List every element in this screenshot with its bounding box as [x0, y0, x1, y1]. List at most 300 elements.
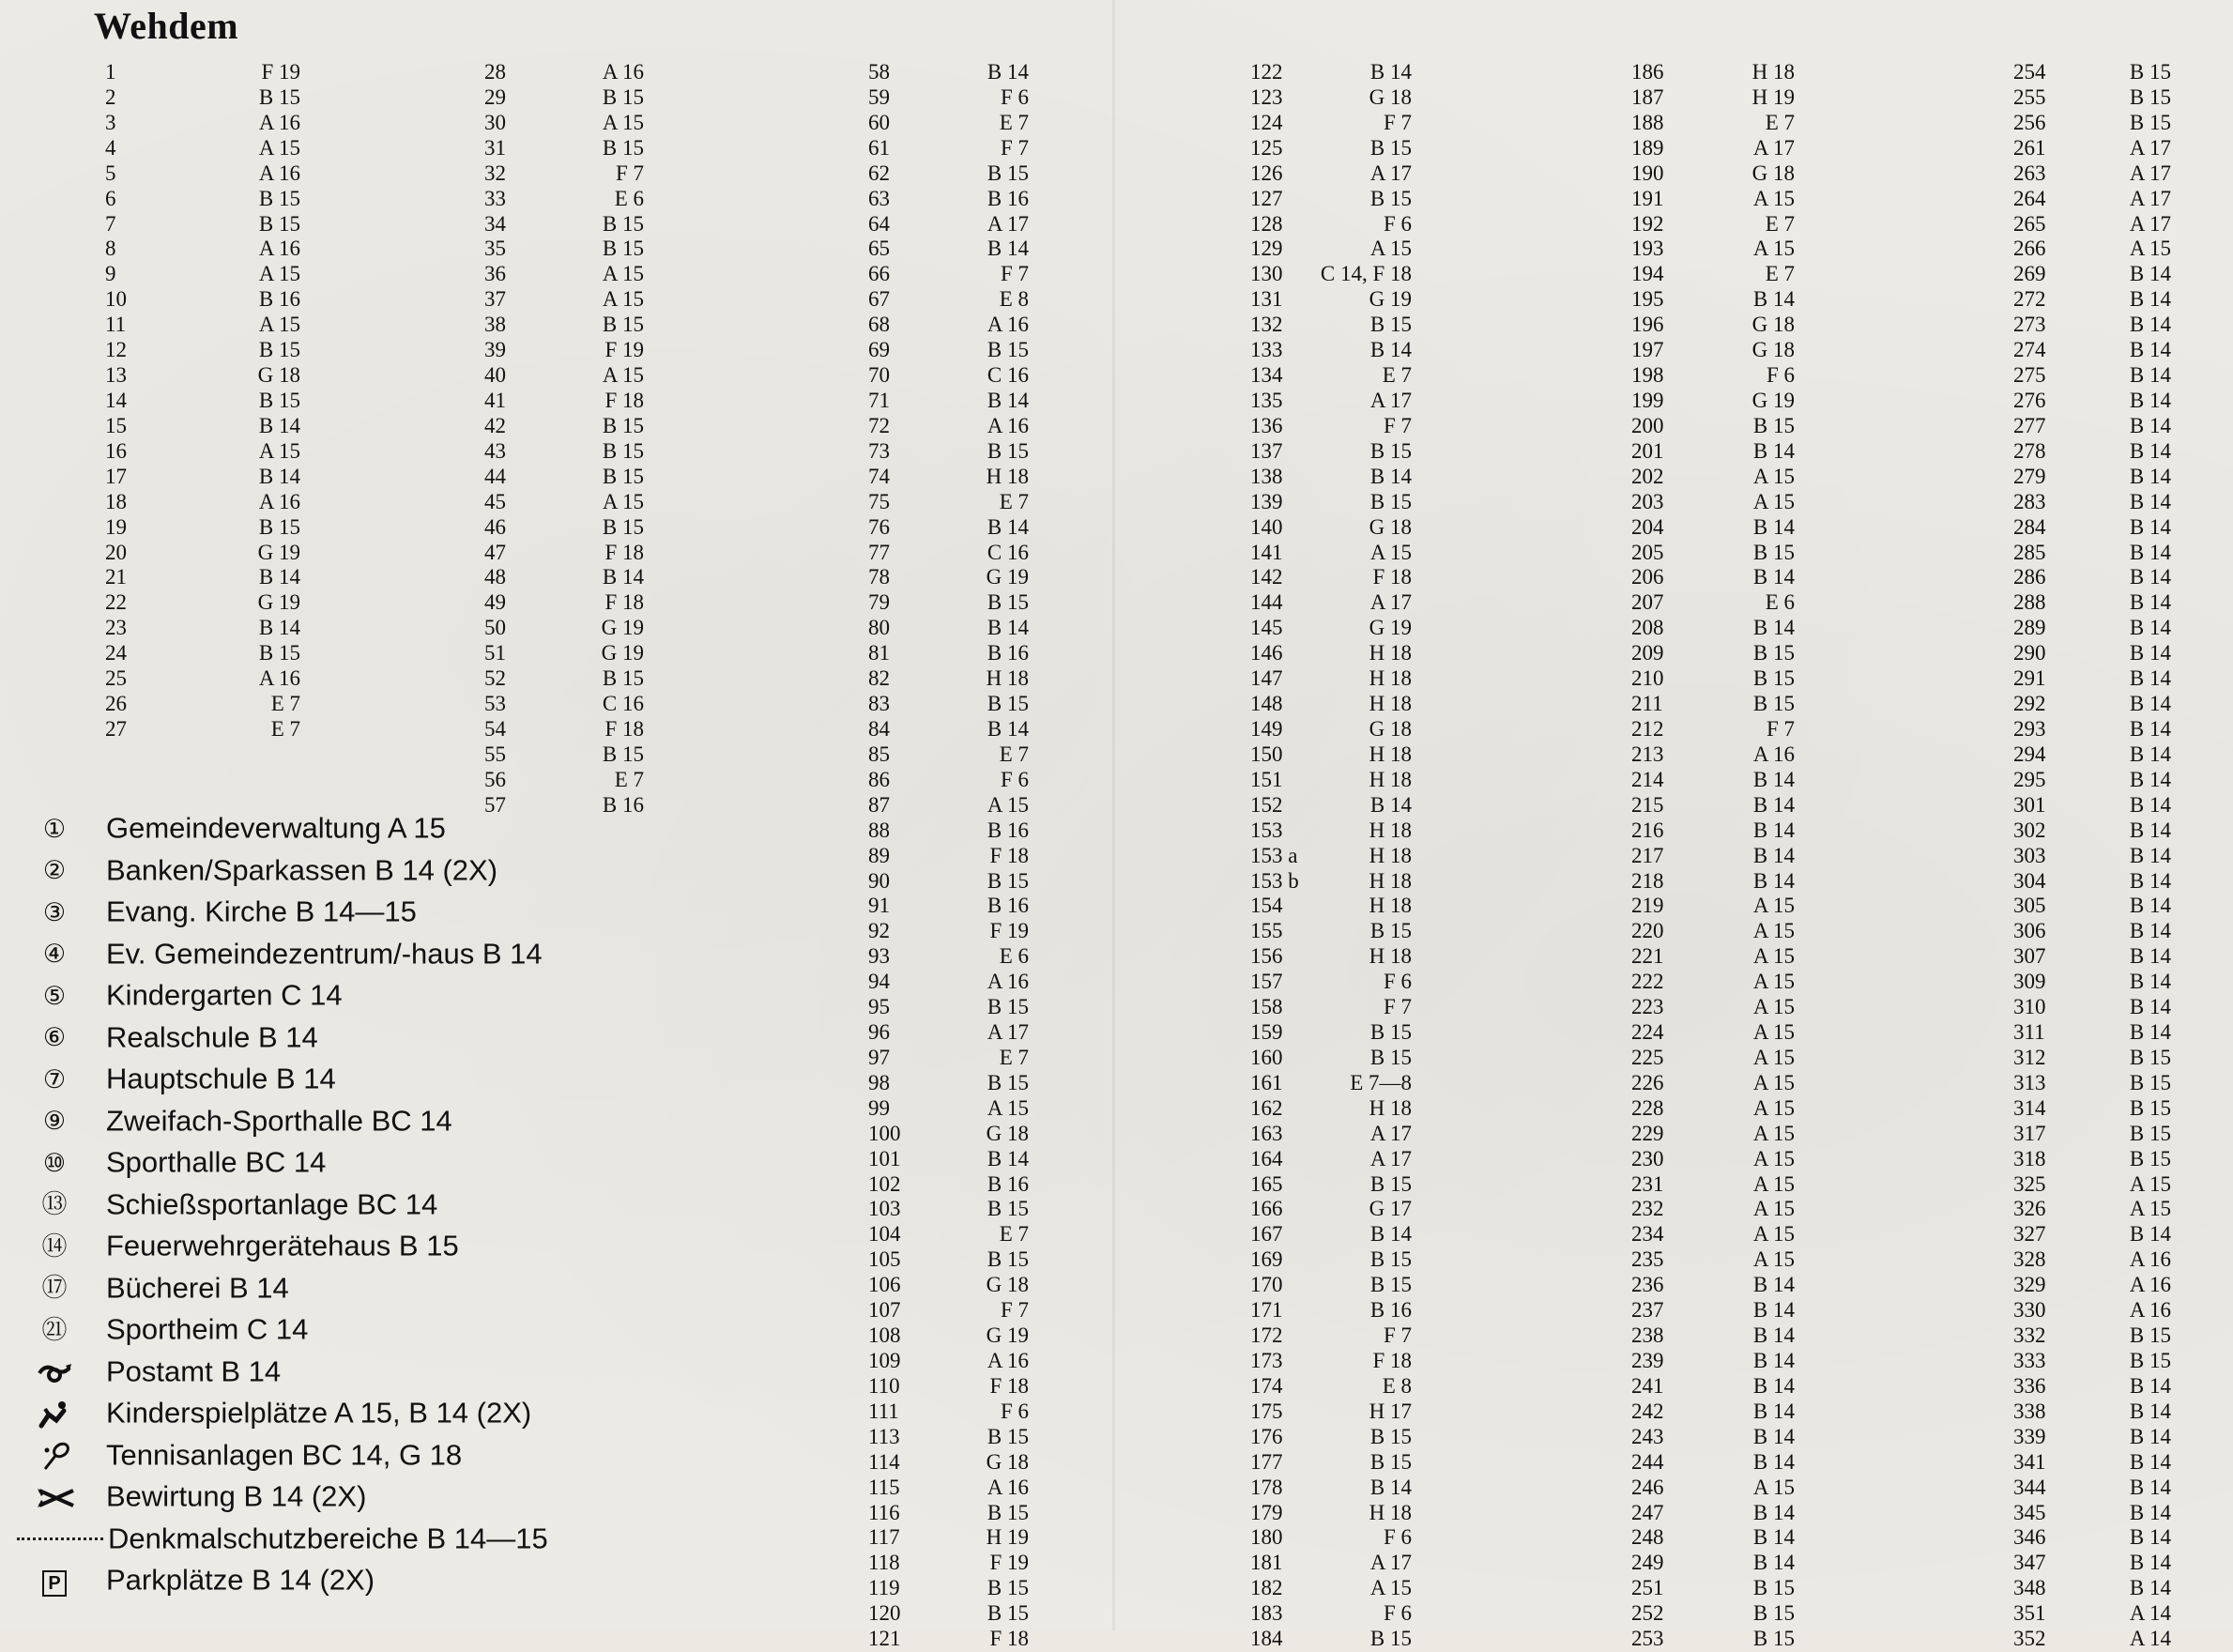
index-entry: [2013, 237, 2171, 262]
grid-reference: E 7: [270, 716, 300, 741]
index-entry: [868, 1601, 1029, 1627]
house-number: 84: [868, 716, 890, 741]
index-entry: [1631, 1476, 1795, 1501]
grid-reference: F 7: [1766, 716, 1795, 741]
grid-reference: F 18: [604, 388, 644, 412]
grid-reference: B 15: [602, 135, 644, 160]
index-entry: [1250, 894, 1412, 919]
legend-text: Postamt B 14: [106, 1354, 282, 1388]
grid-reference: B 15: [1369, 186, 1412, 210]
grid-reference: B 15: [1752, 540, 1795, 564]
grid-reference: B 15: [2129, 1045, 2171, 1069]
index-entry: [105, 515, 300, 541]
index-entry: [868, 666, 1029, 692]
house-number: 180: [1250, 1525, 1283, 1550]
index-entry: [2013, 1400, 2171, 1425]
grid-reference: E 7: [999, 1222, 1029, 1247]
grid-reference: A 15: [986, 792, 1029, 817]
index-entry: [1250, 338, 1412, 363]
index-entry: [105, 590, 300, 616]
index-entry: [1250, 389, 1412, 414]
legend-item: [36, 849, 548, 891]
grid-reference: B 14: [2129, 338, 2171, 362]
index-entry: [1631, 768, 1795, 793]
cutlery-icon: [36, 1476, 73, 1519]
house-number: 69: [868, 338, 890, 362]
grid-reference: B 14: [1752, 438, 1795, 463]
house-number: 172: [1250, 1323, 1283, 1348]
legend-item: [36, 1183, 548, 1225]
house-number: 147: [1250, 666, 1283, 691]
grid-reference: B 15: [1369, 438, 1412, 463]
grid-reference: B 14: [1752, 616, 1795, 640]
house-number: 187: [1631, 84, 1664, 109]
house-number: 232: [1631, 1197, 1664, 1221]
index-entry: [868, 1247, 1029, 1273]
house-number: 196: [1631, 313, 1664, 337]
index-entry: [1631, 970, 1795, 995]
grid-reference: F 18: [989, 1627, 1029, 1651]
grid-reference: B 15: [1369, 1247, 1412, 1272]
house-number: 332: [2013, 1323, 2046, 1348]
index-entry: [1250, 717, 1412, 742]
grid-reference: B 15: [602, 464, 644, 488]
index-entry: [2013, 515, 2171, 541]
grid-reference: B 14: [2129, 1020, 2171, 1045]
grid-reference: G 18: [1369, 514, 1412, 539]
house-number: 200: [1631, 413, 1664, 437]
house-number: 177: [1250, 1449, 1283, 1474]
grid-reference: G 18: [1369, 84, 1412, 109]
grid-reference: B 15: [986, 1424, 1029, 1448]
house-number: 225: [1631, 1045, 1664, 1069]
grid-reference: B 15: [1369, 1020, 1412, 1045]
grid-reference: G 19: [1369, 287, 1412, 312]
index-entry: [868, 1425, 1029, 1450]
house-number: 165: [1250, 1171, 1283, 1196]
grid-reference: B 15: [2129, 1146, 2171, 1170]
index-entry: [868, 515, 1029, 541]
playground-icon: [36, 1393, 73, 1435]
grid-reference: F 6: [1383, 1601, 1412, 1626]
index-entry: [1631, 1627, 1795, 1652]
house-number: 11: [105, 313, 127, 337]
grid-reference: B 15: [1369, 1045, 1412, 1069]
index-entry: [1631, 465, 1795, 490]
grid-reference: B 14: [1752, 767, 1795, 791]
grid-reference: B 14: [1752, 1500, 1795, 1524]
house-number: 12: [105, 338, 127, 362]
index-entry: [2013, 1349, 2171, 1374]
grid-reference: F 19: [604, 338, 644, 362]
index-entry: [1631, 60, 1795, 85]
index-entry: [2013, 85, 2171, 111]
house-number: 59: [868, 84, 890, 109]
house-number: 63: [868, 186, 890, 210]
house-number: 94: [868, 970, 890, 994]
index-entry: [484, 414, 644, 439]
index-entry: [2013, 565, 2171, 590]
grid-reference: B 15: [1369, 1627, 1412, 1651]
house-number: 30: [484, 110, 506, 134]
grid-reference: B 15: [2129, 1070, 2171, 1094]
index-entry: [868, 742, 1029, 768]
index-entry: [868, 60, 1029, 85]
index-entry: [1631, 641, 1795, 666]
legend-number-mark: ⑤: [42, 981, 67, 1010]
house-number: 74: [868, 464, 890, 488]
index-entry: [868, 1476, 1029, 1501]
index-entry: [868, 1197, 1029, 1222]
house-number: 104: [868, 1222, 901, 1247]
house-number: 176: [1250, 1424, 1283, 1448]
index-entry: [868, 1122, 1029, 1147]
grid-reference: B 15: [1752, 692, 1795, 716]
legend-item: [36, 806, 548, 849]
index-entry: [484, 187, 644, 212]
grid-reference: A 15: [1752, 1146, 1795, 1170]
grid-reference: A 16: [2129, 1273, 2171, 1297]
index-entry: [2013, 541, 2171, 566]
legend-text: Hauptschule B 14: [106, 1062, 336, 1095]
index-entry: [2013, 262, 2171, 287]
house-number: 22: [105, 590, 127, 615]
index-entry: [1631, 692, 1795, 717]
house-number: 146: [1250, 641, 1283, 665]
grid-reference: B 15: [602, 742, 644, 766]
grid-reference: B 15: [2129, 1349, 2171, 1373]
grid-reference: E 7: [614, 767, 644, 791]
page-fold: [1112, 0, 1115, 1630]
house-number: 276: [2013, 388, 2046, 412]
house-number: 169: [1250, 1247, 1283, 1272]
grid-reference: B 14: [1752, 843, 1795, 867]
index-entry: [2013, 490, 2171, 515]
index-entry: [2013, 1374, 2171, 1400]
index-entry: [1250, 970, 1412, 995]
legend-list: [36, 806, 548, 1600]
house-number: 49: [484, 590, 506, 615]
house-number: 131: [1250, 287, 1283, 312]
grid-reference: A 15: [1752, 894, 1795, 918]
house-number: 220: [1631, 919, 1664, 943]
house-number: 189: [1631, 135, 1664, 160]
grid-reference: B 15: [986, 868, 1029, 893]
house-number: 37: [484, 287, 506, 312]
index-entry: [1250, 287, 1412, 313]
house-number: 97: [868, 1045, 890, 1069]
index-entry: [1250, 187, 1412, 212]
house-number: 125: [1250, 135, 1283, 160]
index-entry: [1631, 1501, 1795, 1526]
index-entry: [1250, 439, 1412, 465]
index-entry: [1631, 414, 1795, 439]
house-number: 310: [2013, 995, 2046, 1019]
index-column-4: [1250, 60, 1412, 1652]
house-number: 73: [868, 438, 890, 463]
grid-reference: A 14: [2129, 1627, 2171, 1651]
grid-reference: B 14: [1752, 1399, 1795, 1423]
grid-reference: A 16: [986, 313, 1029, 337]
index-entry: [2013, 1525, 2171, 1551]
grid-reference: A 15: [258, 135, 300, 160]
house-number: 261: [2013, 135, 2046, 160]
index-entry: [105, 616, 300, 641]
grid-reference: B 15: [1369, 1171, 1412, 1196]
grid-reference: H 18: [986, 464, 1029, 488]
grid-reference: A 15: [258, 262, 300, 286]
index-entry: [2013, 844, 2171, 869]
index-entry: [1631, 1374, 1795, 1400]
house-number: 167: [1250, 1222, 1283, 1247]
legend-text: Feuerwehrgerätehaus B 15: [106, 1229, 459, 1262]
index-entry: [2013, 616, 2171, 641]
house-number: 248: [1631, 1525, 1664, 1550]
index-entry: [1250, 1298, 1412, 1323]
house-number: 153 a: [1250, 843, 1298, 867]
index-entry: [1250, 944, 1412, 970]
index-entry: [868, 565, 1029, 590]
grid-reference: F 18: [604, 590, 644, 615]
house-number: 152: [1250, 792, 1283, 817]
index-entry: [868, 1400, 1029, 1425]
grid-reference: B 14: [1369, 792, 1412, 817]
house-number: 192: [1631, 211, 1664, 236]
index-entry: [1250, 641, 1412, 666]
legend-number-mark: ⑭: [41, 1231, 68, 1261]
grid-reference: G 19: [601, 641, 644, 665]
grid-reference: B 14: [2129, 1576, 2171, 1600]
house-number: 171: [1250, 1298, 1283, 1323]
grid-reference: A 15: [1752, 1171, 1795, 1196]
grid-reference: A 15: [1752, 186, 1795, 210]
index-entry: [2013, 970, 2171, 995]
grid-reference: B 14: [1752, 287, 1795, 312]
grid-reference: B 14: [986, 616, 1029, 640]
grid-reference: A 16: [258, 237, 300, 261]
legend-text: Bewirtung B 14 (2X): [106, 1479, 367, 1513]
house-number: 2: [105, 84, 116, 109]
house-number: 108: [868, 1323, 901, 1348]
house-number: 197: [1631, 338, 1664, 362]
grid-reference: B 15: [1369, 919, 1412, 943]
grid-reference: A 17: [1369, 1146, 1412, 1170]
house-number: 51: [484, 641, 506, 665]
house-number: 317: [2013, 1121, 2046, 1145]
house-number: 303: [2013, 843, 2046, 867]
house-number: 253: [1631, 1627, 1664, 1651]
index-entry: [484, 616, 644, 641]
house-number: 339: [2013, 1424, 2046, 1448]
index-entry: [1631, 262, 1795, 287]
house-number: 234: [1631, 1222, 1664, 1247]
house-number: 124: [1250, 110, 1283, 134]
house-number: 345: [2013, 1500, 2046, 1524]
grid-reference: E 7—8: [1350, 1070, 1412, 1094]
index-entry: [1631, 85, 1795, 111]
grid-reference: B 14: [986, 716, 1029, 741]
legend-text: Bücherei B 14: [106, 1271, 289, 1305]
house-number: 26: [105, 692, 127, 716]
house-number: 105: [868, 1247, 901, 1272]
grid-reference: F 7: [1000, 135, 1029, 160]
index-entry: [1631, 313, 1795, 338]
house-number: 67: [868, 287, 890, 312]
house-number: 206: [1631, 565, 1664, 589]
legend-item: [36, 932, 548, 974]
grid-reference: F 18: [1372, 565, 1412, 589]
index-entry: [1631, 212, 1795, 237]
grid-reference: B 14: [258, 413, 300, 437]
index-entry: [868, 1172, 1029, 1198]
house-number: 142: [1250, 565, 1283, 589]
house-number: 18: [105, 489, 127, 513]
house-number: 85: [868, 742, 890, 766]
house-number: 141: [1250, 540, 1283, 564]
house-number: 213: [1631, 742, 1664, 766]
grid-reference: B 14: [1752, 1349, 1795, 1373]
grid-reference: A 15: [1752, 1045, 1795, 1069]
house-number: 136: [1250, 413, 1283, 437]
grid-reference: A 16: [258, 161, 300, 185]
house-number: 52: [484, 666, 506, 691]
index-entry: [1631, 590, 1795, 616]
grid-reference: B 16: [258, 287, 300, 312]
grid-reference: B 16: [986, 641, 1029, 665]
grid-reference: B 15: [986, 1247, 1029, 1272]
grid-reference: H 18: [986, 666, 1029, 691]
house-number: 62: [868, 161, 890, 185]
grid-reference: B 14: [1752, 1373, 1795, 1398]
index-entry: [105, 111, 300, 136]
legend-number-mark: ③: [42, 897, 67, 926]
grid-reference: B 14: [986, 388, 1029, 412]
grid-reference: A 16: [986, 413, 1029, 437]
index-entry: [1631, 1020, 1795, 1046]
house-number: 23: [105, 616, 127, 640]
index-entry: [868, 1273, 1029, 1298]
index-entry: [2013, 1476, 2171, 1501]
index-entry: [484, 85, 644, 111]
house-number: 128: [1250, 211, 1283, 236]
index-entry: [1631, 187, 1795, 212]
house-number: 291: [2013, 666, 2046, 691]
grid-reference: B 14: [1752, 1551, 1795, 1575]
house-number: 161: [1250, 1070, 1283, 1094]
index-entry: [868, 1096, 1029, 1122]
house-number: 14: [105, 388, 127, 412]
house-number: 221: [1631, 944, 1664, 969]
index-entry: [2013, 1020, 2171, 1046]
grid-reference: B 14: [1752, 1525, 1795, 1550]
house-number: 209: [1631, 641, 1664, 665]
house-number: 191: [1631, 186, 1664, 210]
index-entry: [868, 1020, 1029, 1046]
house-number: 149: [1250, 716, 1283, 741]
house-number: 145: [1250, 616, 1283, 640]
grid-reference: B 14: [2129, 1525, 2171, 1550]
grid-reference: A 17: [986, 211, 1029, 236]
index-entry: [1631, 1247, 1795, 1273]
grid-reference: B 15: [602, 211, 644, 236]
index-entry: [1250, 1576, 1412, 1601]
house-number: 154: [1250, 894, 1283, 918]
house-number: 318: [2013, 1146, 2046, 1170]
index-entry: [2013, 818, 2171, 844]
legend-item: [36, 1099, 548, 1141]
index-entry: [484, 465, 644, 490]
legend-item: [36, 973, 548, 1016]
house-number: 55: [484, 742, 506, 766]
house-number: 217: [1631, 843, 1664, 867]
house-number: 157: [1250, 970, 1283, 994]
grid-reference: B 15: [2129, 84, 2171, 109]
house-number: 289: [2013, 616, 2046, 640]
grid-reference: B 14: [2129, 843, 2171, 867]
house-number: 50: [484, 616, 506, 640]
house-number: 304: [2013, 868, 2046, 893]
grid-reference: B 15: [986, 692, 1029, 716]
house-number: 80: [868, 616, 890, 640]
house-number: 91: [868, 894, 890, 918]
grid-reference: B 15: [986, 1197, 1029, 1221]
grid-reference: B 14: [1752, 1273, 1795, 1297]
house-number: 274: [2013, 338, 2046, 362]
index-entry: [105, 60, 300, 85]
index-entry: [105, 414, 300, 439]
index-entry: [2013, 1298, 2171, 1323]
grid-reference: A 16: [986, 970, 1029, 994]
house-number: 207: [1631, 590, 1664, 615]
grid-reference: B 15: [2129, 1095, 2171, 1120]
grid-reference: B 14: [1369, 338, 1412, 362]
house-number: 182: [1250, 1576, 1283, 1600]
grid-reference: A 14: [2129, 1601, 2171, 1626]
legend-item: [36, 1350, 548, 1392]
house-number: 224: [1631, 1020, 1664, 1045]
grid-reference: H 18: [1369, 843, 1412, 867]
grid-reference: B 14: [602, 565, 644, 589]
index-entry: [2013, 1096, 2171, 1122]
grid-reference: A 15: [1369, 540, 1412, 564]
index-entry: [105, 465, 300, 490]
index-entry: [868, 894, 1029, 919]
index-entry: [1250, 1400, 1412, 1425]
index-entry: [484, 136, 644, 161]
legend-number-mark: ⑰: [41, 1274, 68, 1303]
grid-reference: A 15: [1752, 1095, 1795, 1120]
index-entry: [1250, 1247, 1412, 1273]
index-entry: [2013, 793, 2171, 818]
grid-reference: B 14: [986, 237, 1029, 261]
house-number: 129: [1250, 237, 1283, 261]
grid-reference: B 16: [602, 792, 644, 817]
house-number: 109: [868, 1349, 901, 1373]
index-entry: [1631, 1147, 1795, 1172]
grid-reference: A 15: [258, 313, 300, 337]
house-number: 228: [1631, 1095, 1664, 1120]
index-entry: [2013, 287, 2171, 313]
index-entry: [2013, 414, 2171, 439]
house-number: 159: [1250, 1020, 1283, 1045]
grid-reference: B 14: [2129, 313, 2171, 337]
index-entry: [105, 541, 300, 566]
index-entry: [2013, 1576, 2171, 1601]
house-number: 305: [2013, 894, 2046, 918]
index-entry: [868, 541, 1029, 566]
index-entry: [1250, 869, 1412, 895]
grid-reference: B 15: [986, 1070, 1029, 1094]
